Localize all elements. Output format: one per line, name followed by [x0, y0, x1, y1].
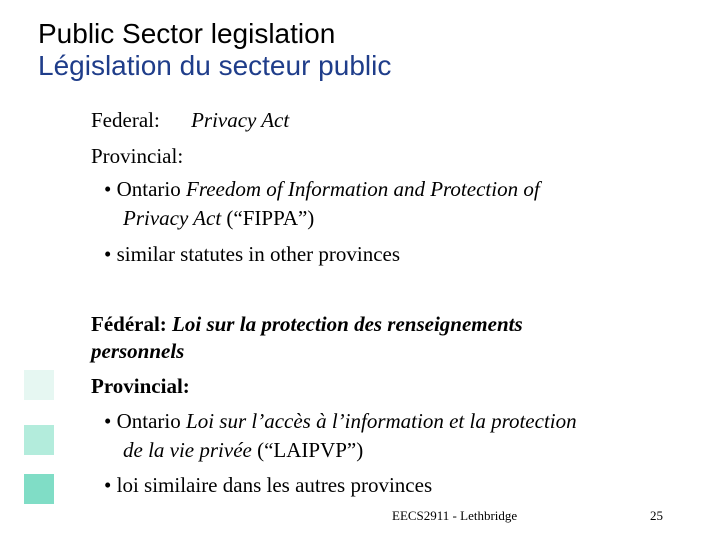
bullet-marker: •	[104, 242, 112, 266]
bullet1-fr-prefix: Ontario	[116, 409, 187, 433]
title-french: Législation du secteur public	[38, 50, 392, 81]
provincial-label-en: Provincial:	[91, 144, 184, 168]
bullet1-en-cont	[123, 204, 314, 232]
federal-act-fr-1: Loi sur la protection des renseignements	[172, 312, 523, 336]
provincial-label-fr: Provincial:	[91, 374, 190, 398]
bullet1-en-italic2: Privacy Act	[123, 206, 222, 230]
bullet2-fr	[104, 471, 432, 499]
bullet2-en	[104, 240, 400, 268]
bullet1-en	[104, 175, 540, 203]
federal-act-en: Privacy Act	[191, 108, 290, 132]
bullet1-fr-suffix: (“LAIPVP”)	[251, 438, 364, 462]
bullet2-en-text: similar statutes in other provinces	[116, 242, 401, 266]
bullet1-fr	[104, 407, 577, 435]
slide-title	[38, 18, 391, 82]
federal-label-fr: Fédéral:	[91, 312, 173, 336]
bullet1-fr-cont	[123, 436, 363, 464]
title-english: Public Sector legislation	[38, 18, 336, 49]
bullet1-fr-italic2: de la vie privée	[123, 438, 252, 462]
decor-square-mid	[24, 425, 54, 455]
bullet1-en-prefix: Ontario	[116, 177, 187, 201]
federal-line-en	[91, 106, 289, 134]
bullet-marker: •	[104, 473, 112, 497]
bullet1-en-italic1: Freedom of Information and Protection of	[186, 177, 540, 201]
decor-square-light	[24, 370, 54, 400]
bullet1-fr-italic1: Loi sur l’accès à l’information et la protection	[186, 409, 577, 433]
bullet2-fr-text: loi similaire dans les autres provinces	[116, 473, 433, 497]
decor-square-dark	[24, 474, 54, 504]
federal-label-en: Federal:	[91, 108, 160, 132]
bullet-marker: •	[104, 177, 112, 201]
federal-act-fr-2: personnels	[91, 339, 185, 363]
footer-course: EECS2911 - Lethbridge	[392, 508, 518, 523]
bullet-marker: •	[104, 409, 112, 433]
footer-page-number: 25	[650, 508, 663, 523]
federal-line-fr	[91, 310, 523, 338]
bullet1-en-suffix: (“FIPPA”)	[221, 206, 315, 230]
